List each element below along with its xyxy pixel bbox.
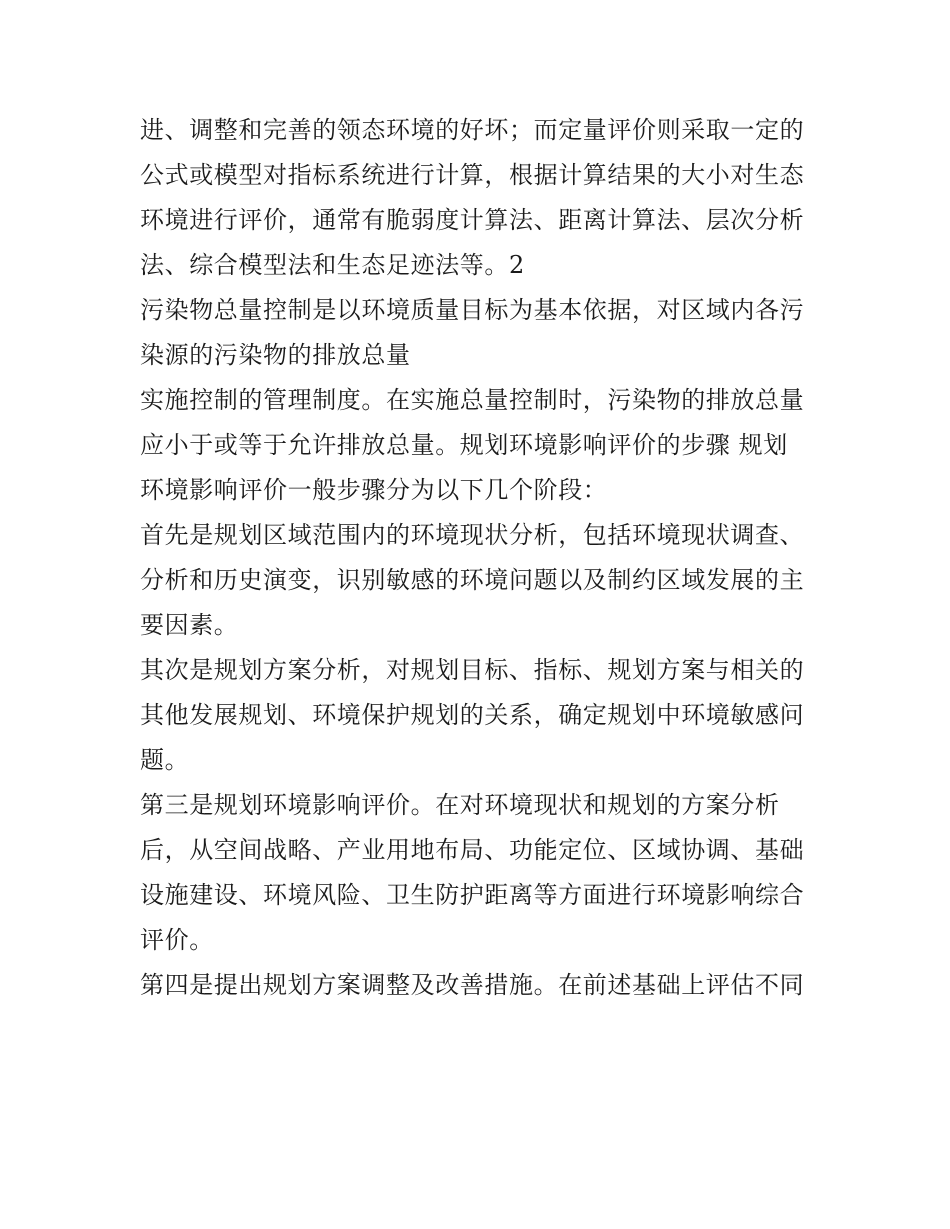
text-line: 设施建设、环境风险、卫生防护距离等方面进行环境影响综合 <box>140 881 805 909</box>
text-line: 实施控制的管理制度。在实施总量控制时，污染物的排放总量 <box>140 386 805 414</box>
text-line: 污染物总量控制是以环境质量目标为基本依据，对区域内各污 <box>140 296 805 324</box>
text-line: 法、综合模型法和生态足迹法等。2 <box>140 251 525 279</box>
text-line: 进、调整和完善的领态环境的好坏；而定量评价则采取一定的 <box>140 116 805 144</box>
text-line: 应小于或等于允许排放总量。规划环境影响评价的步骤 规划 <box>140 431 788 459</box>
text-line: 后，从空间战略、产业用地布局、功能定位、区域协调、基础 <box>140 836 805 864</box>
body-text <box>140 108 820 1008</box>
text-line: 环境影响评价一般步骤分为以下几个阶段： <box>140 476 608 504</box>
text-line: 第四是提出规划方案调整及改善措施。在前述基础上评估不同 <box>140 971 805 999</box>
text-line: 首先是规划区域范围内的环境现状分析，包括环境现状调查、 <box>140 521 805 549</box>
text-line: 分析和历史演变，识别敏感的环境问题以及制约区域发展的主 <box>140 566 805 594</box>
text-line: 环境进行评价，通常有脆弱度计算法、距离计算法、层次分析 <box>140 206 805 234</box>
text-line: 其他发展规划、环境保护规划的关系，确定规划中环境敏感问 <box>140 701 805 729</box>
text-line: 评价。 <box>140 926 214 954</box>
text-line: 染源的污染物的排放总量 <box>140 341 411 369</box>
text-line: 公式或模型对指标系统进行计算，根据计算结果的大小对生态 <box>140 161 805 189</box>
text-line: 要因素。 <box>140 611 239 639</box>
text-line: 其次是规划方案分析，对规划目标、指标、规划方案与相关的 <box>140 656 805 684</box>
text-line: 题。 <box>140 746 190 774</box>
text-line: 第三是规划环境影响评价。在对环境现状和规划的方案分析 <box>140 791 780 819</box>
